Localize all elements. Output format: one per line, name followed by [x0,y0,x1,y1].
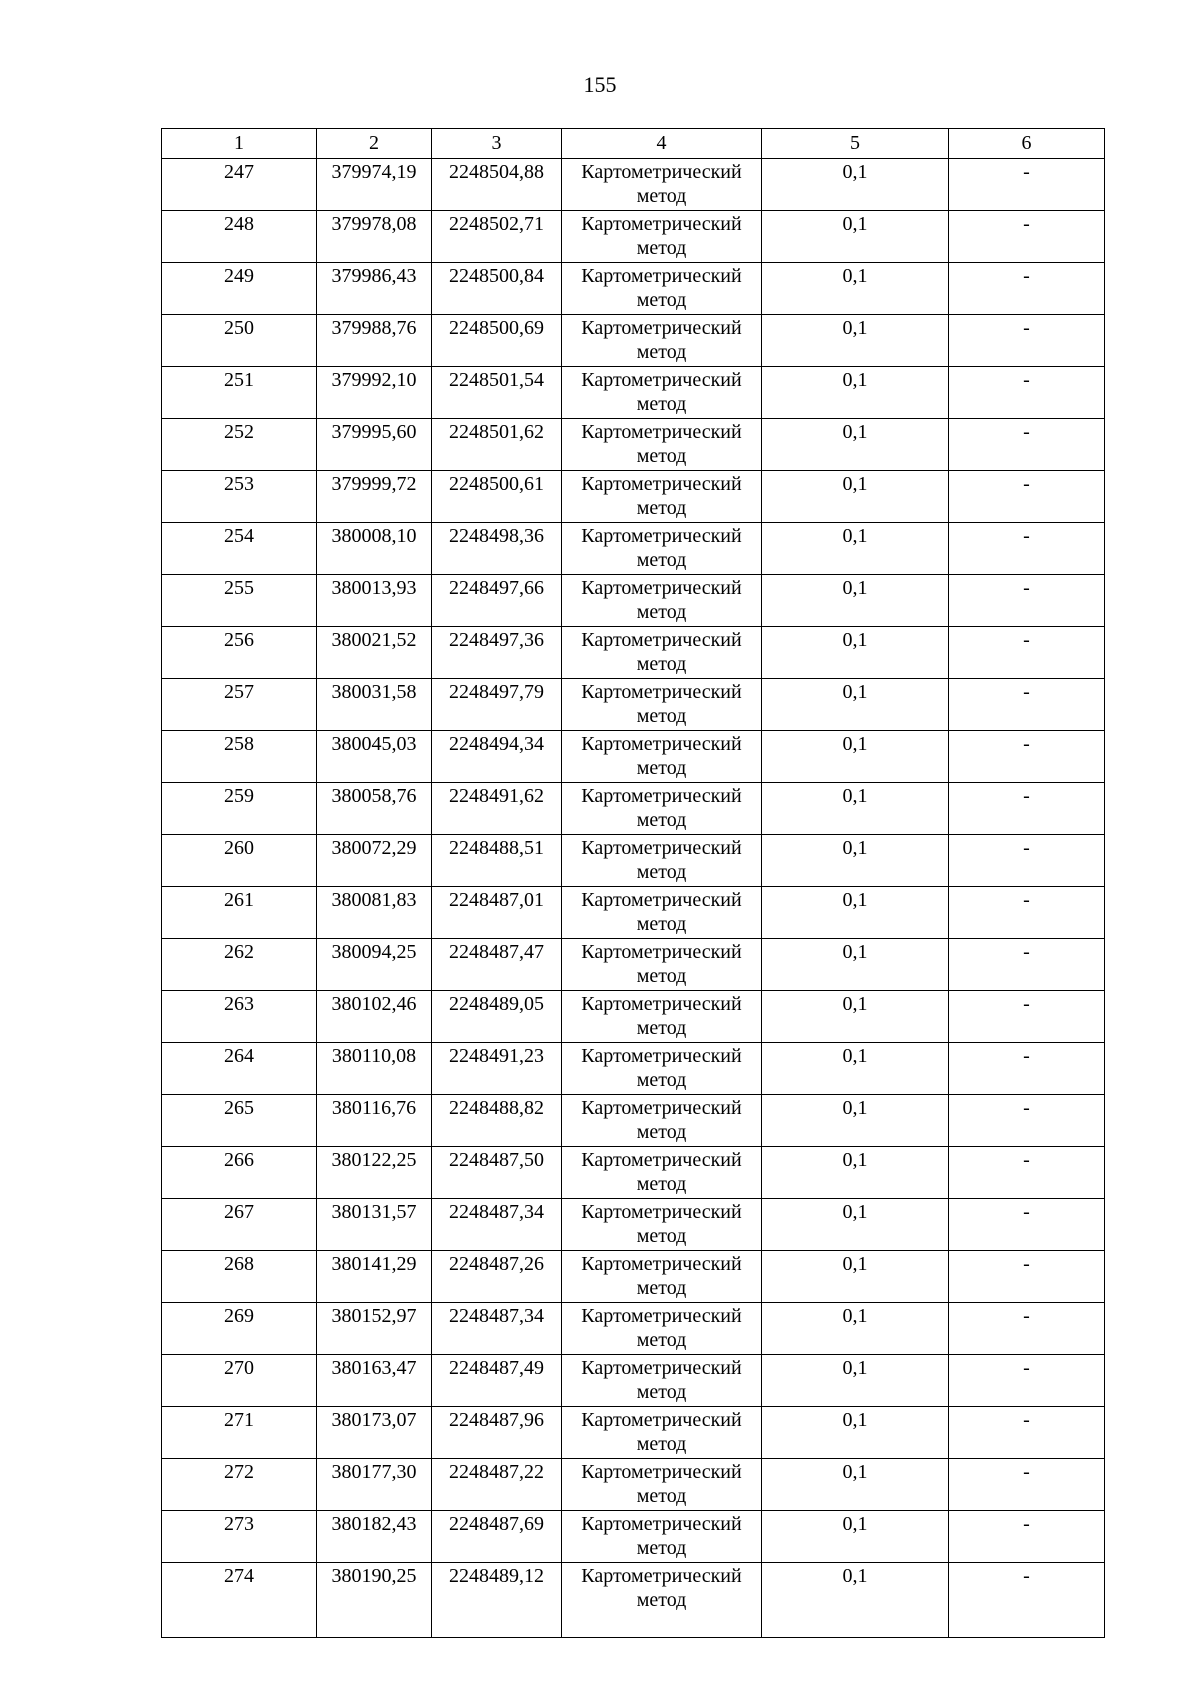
accuracy-cell: 0,1 [762,1407,949,1459]
note-cell: - [949,679,1105,731]
accuracy-cell: 0,1 [762,211,949,263]
table-header-row [162,129,1105,159]
y-coordinate-cell: 2248488,82 [432,1095,562,1147]
method-cell: Картометрический метод [562,367,762,419]
point-number-cell: 268 [162,1251,317,1303]
x-coordinate-cell: 380008,10 [317,523,432,575]
note-cell: - [949,1199,1105,1251]
point-number-cell: 269 [162,1303,317,1355]
table-row [162,211,1105,263]
point-number-cell: 263 [162,991,317,1043]
y-coordinate-cell: 2248487,47 [432,939,562,991]
method-cell: Картометрический метод [562,1147,762,1199]
method-cell: Картометрический метод [562,1251,762,1303]
note-cell: - [949,419,1105,471]
method-cell: Картометрический метод [562,1043,762,1095]
note-cell: - [949,1459,1105,1511]
method-cell: Картометрический метод [562,159,762,211]
point-number-cell: 271 [162,1407,317,1459]
method-cell: Картометрический метод [562,887,762,939]
method-cell: Картометрический метод [562,1355,762,1407]
x-coordinate-cell: 380141,29 [317,1251,432,1303]
note-cell: - [949,1251,1105,1303]
column-header-3: 3 [432,129,562,159]
accuracy-cell: 0,1 [762,471,949,523]
x-coordinate-cell: 379978,08 [317,211,432,263]
note-cell: - [949,835,1105,887]
x-coordinate-cell: 380116,76 [317,1095,432,1147]
method-cell: Картометрический метод [562,679,762,731]
y-coordinate-cell: 2248500,61 [432,471,562,523]
y-coordinate-cell: 2248487,22 [432,1459,562,1511]
accuracy-cell: 0,1 [762,1147,949,1199]
method-cell: Картометрический метод [562,419,762,471]
x-coordinate-cell: 379986,43 [317,263,432,315]
point-number-cell: 252 [162,419,317,471]
method-cell: Картометрический метод [562,263,762,315]
x-coordinate-cell: 379999,72 [317,471,432,523]
accuracy-cell: 0,1 [762,1459,949,1511]
accuracy-cell: 0,1 [762,419,949,471]
accuracy-cell: 0,1 [762,627,949,679]
accuracy-cell: 0,1 [762,367,949,419]
y-coordinate-cell: 2248497,36 [432,627,562,679]
x-coordinate-cell: 380058,76 [317,783,432,835]
point-number-cell: 255 [162,575,317,627]
method-cell: Картометрический метод [562,211,762,263]
table-row [162,1511,1105,1563]
method-cell: Картометрический метод [562,471,762,523]
y-coordinate-cell: 2248487,96 [432,1407,562,1459]
accuracy-cell: 0,1 [762,315,949,367]
y-coordinate-cell: 2248502,71 [432,211,562,263]
table-row [162,1199,1105,1251]
y-coordinate-cell: 2248497,66 [432,575,562,627]
point-number-cell: 253 [162,471,317,523]
table-row [162,1459,1105,1511]
table-row [162,835,1105,887]
y-coordinate-cell: 2248488,51 [432,835,562,887]
note-cell: - [949,783,1105,835]
accuracy-cell: 0,1 [762,731,949,783]
point-number-cell: 259 [162,783,317,835]
x-coordinate-cell: 380110,08 [317,1043,432,1095]
accuracy-cell: 0,1 [762,991,949,1043]
method-cell: Картометрический метод [562,731,762,783]
x-coordinate-cell: 380094,25 [317,939,432,991]
accuracy-cell: 0,1 [762,1095,949,1147]
note-cell: - [949,731,1105,783]
method-cell: Картометрический метод [562,1095,762,1147]
method-cell: Картометрический метод [562,1511,762,1563]
note-cell: - [949,471,1105,523]
method-cell: Картометрический метод [562,1563,762,1638]
table-row [162,1407,1105,1459]
accuracy-cell: 0,1 [762,263,949,315]
column-header-1: 1 [162,129,317,159]
point-number-cell: 264 [162,1043,317,1095]
note-cell: - [949,887,1105,939]
note-cell: - [949,211,1105,263]
y-coordinate-cell: 2248494,34 [432,731,562,783]
table-row [162,1095,1105,1147]
y-coordinate-cell: 2248487,49 [432,1355,562,1407]
note-cell: - [949,1355,1105,1407]
y-coordinate-cell: 2248489,12 [432,1563,562,1638]
table-row [162,1251,1105,1303]
x-coordinate-cell: 379988,76 [317,315,432,367]
accuracy-cell: 0,1 [762,1563,949,1638]
accuracy-cell: 0,1 [762,1355,949,1407]
x-coordinate-cell: 380152,97 [317,1303,432,1355]
table-row [162,1303,1105,1355]
point-number-cell: 261 [162,887,317,939]
method-cell: Картометрический метод [562,835,762,887]
accuracy-cell: 0,1 [762,1199,949,1251]
note-cell: - [949,1147,1105,1199]
point-number-cell: 272 [162,1459,317,1511]
method-cell: Картометрический метод [562,575,762,627]
y-coordinate-cell: 2248491,23 [432,1043,562,1095]
point-number-cell: 258 [162,731,317,783]
note-cell: - [949,1511,1105,1563]
table-row [162,783,1105,835]
table-row [162,887,1105,939]
table-body [162,159,1105,1638]
y-coordinate-cell: 2248500,69 [432,315,562,367]
table-row [162,471,1105,523]
x-coordinate-cell: 380102,46 [317,991,432,1043]
y-coordinate-cell: 2248487,69 [432,1511,562,1563]
point-number-cell: 265 [162,1095,317,1147]
y-coordinate-cell: 2248491,62 [432,783,562,835]
point-number-cell: 256 [162,627,317,679]
x-coordinate-cell: 380013,93 [317,575,432,627]
table-row [162,1563,1105,1638]
y-coordinate-cell: 2248497,79 [432,679,562,731]
accuracy-cell: 0,1 [762,159,949,211]
method-cell: Картометрический метод [562,627,762,679]
y-coordinate-cell: 2248487,34 [432,1303,562,1355]
point-number-cell: 248 [162,211,317,263]
accuracy-cell: 0,1 [762,679,949,731]
note-cell: - [949,1303,1105,1355]
point-number-cell: 270 [162,1355,317,1407]
note-cell: - [949,367,1105,419]
note-cell: - [949,1043,1105,1095]
x-coordinate-cell: 379974,19 [317,159,432,211]
table-row [162,367,1105,419]
note-cell: - [949,939,1105,991]
point-number-cell: 247 [162,159,317,211]
x-coordinate-cell: 379992,10 [317,367,432,419]
y-coordinate-cell: 2248487,01 [432,887,562,939]
table-row [162,419,1105,471]
table-row [162,627,1105,679]
x-coordinate-cell: 380021,52 [317,627,432,679]
x-coordinate-cell: 380031,58 [317,679,432,731]
column-header-2: 2 [317,129,432,159]
y-coordinate-cell: 2248501,62 [432,419,562,471]
x-coordinate-cell: 380131,57 [317,1199,432,1251]
method-cell: Картометрический метод [562,939,762,991]
note-cell: - [949,1095,1105,1147]
column-header-4: 4 [562,129,762,159]
point-number-cell: 250 [162,315,317,367]
table-row [162,991,1105,1043]
point-number-cell: 251 [162,367,317,419]
point-number-cell: 257 [162,679,317,731]
page-number: 155 [583,72,617,97]
table-row [162,315,1105,367]
table-row [162,575,1105,627]
note-cell: - [949,263,1105,315]
table-row [162,1147,1105,1199]
accuracy-cell: 0,1 [762,523,949,575]
table-row [162,731,1105,783]
y-coordinate-cell: 2248487,26 [432,1251,562,1303]
accuracy-cell: 0,1 [762,887,949,939]
table-row [162,523,1105,575]
method-cell: Картометрический метод [562,523,762,575]
table-row [162,679,1105,731]
method-cell: Картометрический метод [562,783,762,835]
coordinates-table [161,128,1105,1638]
y-coordinate-cell: 2248489,05 [432,991,562,1043]
y-coordinate-cell: 2248500,84 [432,263,562,315]
x-coordinate-cell: 380163,47 [317,1355,432,1407]
accuracy-cell: 0,1 [762,1511,949,1563]
point-number-cell: 267 [162,1199,317,1251]
point-number-cell: 249 [162,263,317,315]
y-coordinate-cell: 2248501,54 [432,367,562,419]
note-cell: - [949,1563,1105,1638]
x-coordinate-cell: 380182,43 [317,1511,432,1563]
y-coordinate-cell: 2248498,36 [432,523,562,575]
column-header-5: 5 [762,129,949,159]
x-coordinate-cell: 380190,25 [317,1563,432,1638]
note-cell: - [949,315,1105,367]
x-coordinate-cell: 380122,25 [317,1147,432,1199]
note-cell: - [949,159,1105,211]
point-number-cell: 274 [162,1563,317,1638]
x-coordinate-cell: 380072,29 [317,835,432,887]
note-cell: - [949,523,1105,575]
table-row [162,263,1105,315]
accuracy-cell: 0,1 [762,835,949,887]
note-cell: - [949,627,1105,679]
accuracy-cell: 0,1 [762,939,949,991]
table-row [162,939,1105,991]
table-row [162,159,1105,211]
accuracy-cell: 0,1 [762,1303,949,1355]
table-row [162,1043,1105,1095]
accuracy-cell: 0,1 [762,575,949,627]
method-cell: Картометрический метод [562,1199,762,1251]
note-cell: - [949,991,1105,1043]
accuracy-cell: 0,1 [762,1043,949,1095]
point-number-cell: 266 [162,1147,317,1199]
x-coordinate-cell: 380045,03 [317,731,432,783]
y-coordinate-cell: 2248504,88 [432,159,562,211]
y-coordinate-cell: 2248487,50 [432,1147,562,1199]
method-cell: Картометрический метод [562,315,762,367]
method-cell: Картометрический метод [562,1303,762,1355]
point-number-cell: 254 [162,523,317,575]
point-number-cell: 262 [162,939,317,991]
y-coordinate-cell: 2248487,34 [432,1199,562,1251]
point-number-cell: 260 [162,835,317,887]
accuracy-cell: 0,1 [762,1251,949,1303]
note-cell: - [949,1407,1105,1459]
note-cell: - [949,575,1105,627]
x-coordinate-cell: 380173,07 [317,1407,432,1459]
point-number-cell: 273 [162,1511,317,1563]
table-row [162,1355,1105,1407]
method-cell: Картометрический метод [562,1407,762,1459]
method-cell: Картометрический метод [562,1459,762,1511]
method-cell: Картометрический метод [562,991,762,1043]
x-coordinate-cell: 379995,60 [317,419,432,471]
accuracy-cell: 0,1 [762,783,949,835]
x-coordinate-cell: 380081,83 [317,887,432,939]
x-coordinate-cell: 380177,30 [317,1459,432,1511]
column-header-6: 6 [949,129,1105,159]
